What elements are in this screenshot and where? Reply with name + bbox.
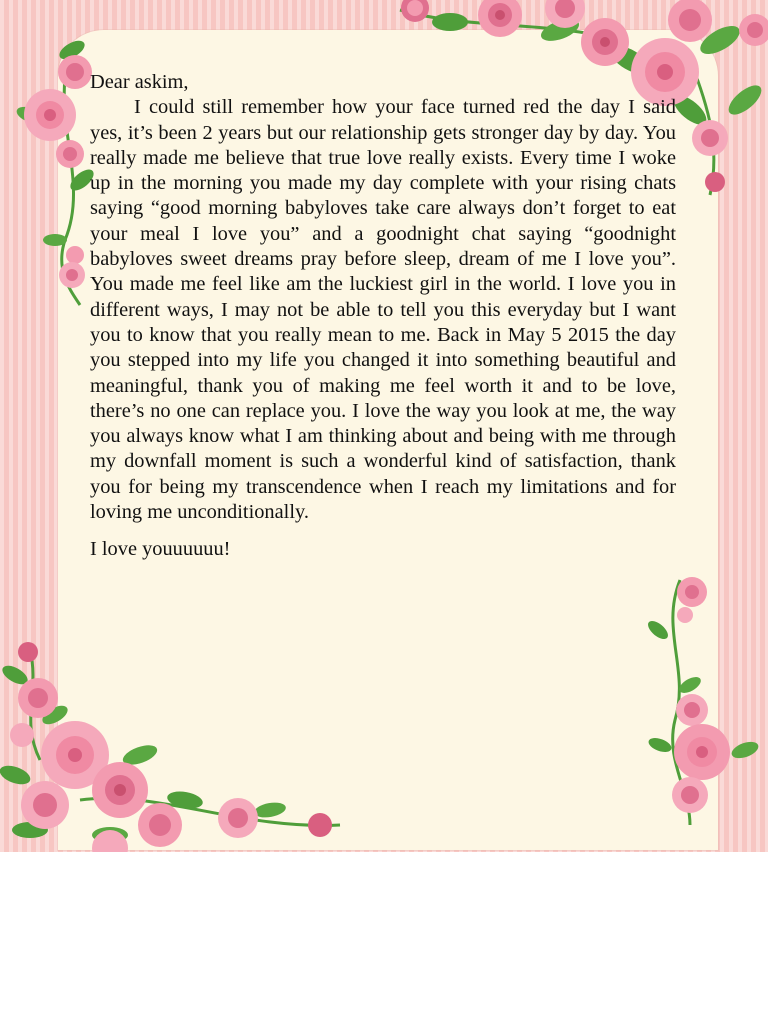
letter-closing: I love youuuuuu! bbox=[90, 538, 231, 561]
rose-vine-right-icon bbox=[640, 570, 768, 830]
letter-content bbox=[90, 70, 676, 563]
rose-vine-top-left-icon bbox=[10, 40, 100, 310]
letter-greeting: Dear askim, bbox=[90, 71, 189, 93]
letter-body: I could still remember how your face turned red the day I said yes, it’s been 2 years but our relationship gets stronger day by day. You really made me believe that true love really exists. Every time I woke up in the morning you made my day complete with your rising chats saying “good morning babyloves take care always don’t forget to eat your meal I love you” and a goodnight chat saying “goodnight babyloves sweet dreams pray before sleep, dream of me I love you”. You made me feel like am the luckiest girl in the world. I love you in different ways, I may not be able to tell you this everyday but I want you to know that you really mean to me. Back in May 5 2015 the day you stepped into my life you changed it into something beautiful and meaningful, thank you of making me feel worth it and to be love, there’s no one can replace you. I love the way you look at me, the way you always know what I am thinking about and being with me through my downfall moment is such a wonderful kind of satisfaction, thank you for being my transcendence when I reach my limitations and for loving me unconditionally. bbox=[90, 96, 676, 524]
page-margin-bottom bbox=[0, 852, 768, 1024]
rose-cluster-bottom-left-icon bbox=[0, 630, 350, 852]
